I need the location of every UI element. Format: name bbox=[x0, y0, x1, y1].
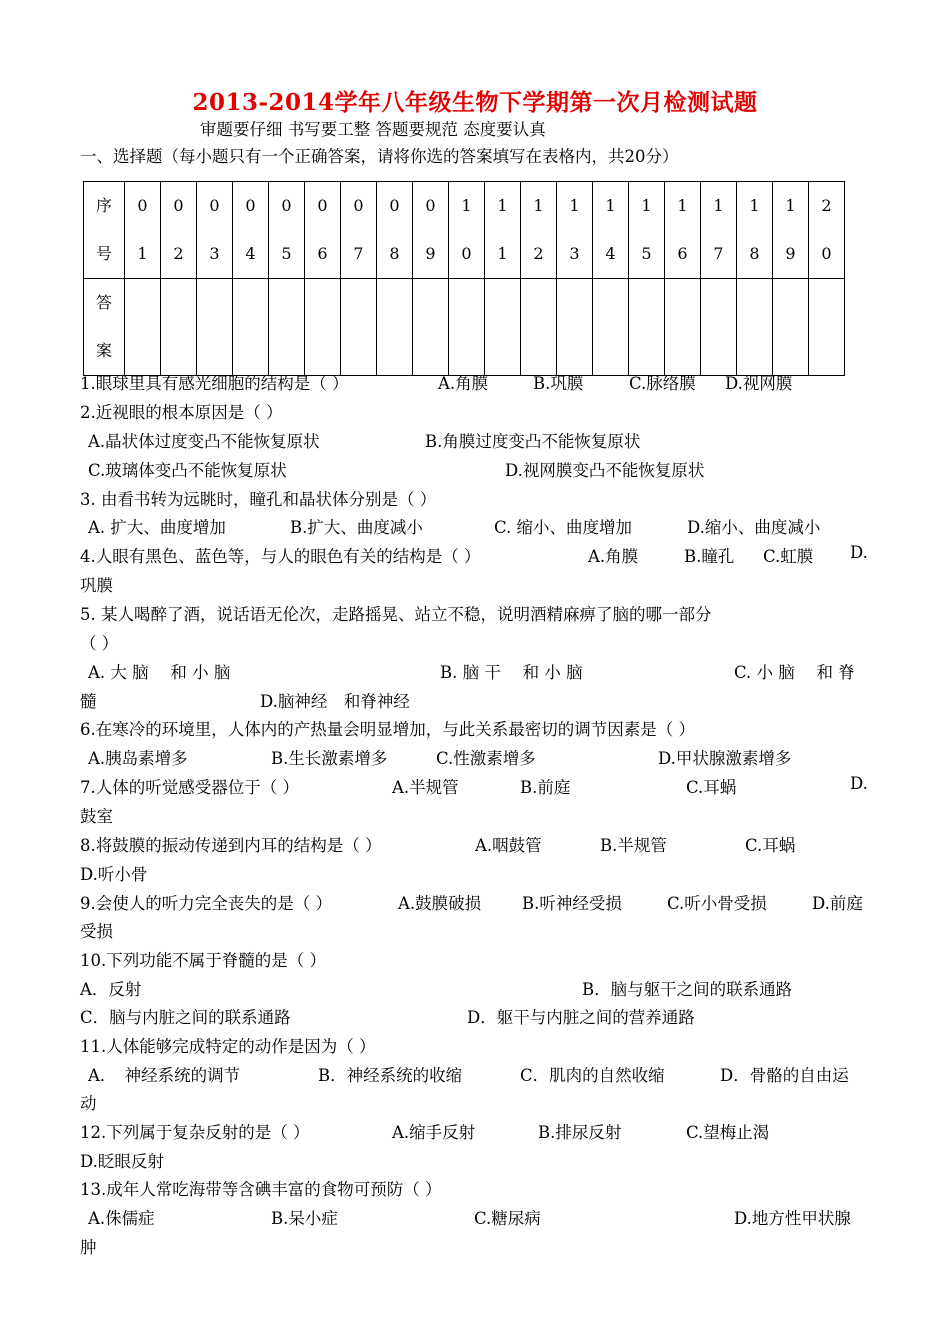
answer-cell[interactable] bbox=[125, 279, 161, 376]
question-number-cell: 0 7 bbox=[341, 182, 377, 279]
question-number-cell: 0 3 bbox=[197, 182, 233, 279]
answer-cell[interactable] bbox=[557, 279, 593, 376]
q9-option-b: B.听神经受损 bbox=[522, 894, 622, 913]
q9-option-a: A.鼓膜破损 bbox=[398, 894, 482, 913]
question-7: 7.人体的听觉感受器位于（ ） bbox=[80, 778, 299, 797]
answer-table bbox=[83, 181, 845, 376]
q11-option-d-cont: 动 bbox=[80, 1094, 97, 1113]
q7-option-c: C.耳蜗 bbox=[686, 778, 737, 797]
section-heading: 一、选择题（每小题只有一个正确答案，请将你选的答案填写在表格内，共20分） bbox=[80, 147, 679, 166]
q10-option-b: B．脑与躯干之间的联系通路 bbox=[582, 980, 793, 999]
answer-cell[interactable] bbox=[305, 279, 341, 376]
q8-option-c: C.耳蜗 bbox=[745, 836, 796, 855]
q10-option-a: A．反射 bbox=[80, 980, 142, 999]
answer-cell[interactable] bbox=[197, 279, 233, 376]
question-number-cell: 0 6 bbox=[305, 182, 341, 279]
answer-cell[interactable] bbox=[521, 279, 557, 376]
question-number-cell: 0 2 bbox=[161, 182, 197, 279]
q8-option-d: D.听小骨 bbox=[80, 865, 148, 884]
q3-option-d: D.缩小、曲度减小 bbox=[687, 518, 821, 537]
q10-option-d: D．躯干与内脏之间的营养通路 bbox=[467, 1008, 695, 1027]
question-number-cell: 0 4 bbox=[233, 182, 269, 279]
question-stem: 1.眼球里具有感光细胞的结构是（ ） bbox=[80, 374, 349, 393]
answer-cell[interactable] bbox=[413, 279, 449, 376]
question-13: 13.成年人常吃海带等含碘丰富的食物可预防（ ） bbox=[80, 1180, 442, 1199]
q13-option-c: C.糖尿病 bbox=[474, 1209, 541, 1228]
q9-option-d-cont: 受损 bbox=[80, 922, 113, 941]
q12-option-a: A.缩手反射 bbox=[392, 1123, 476, 1142]
q8-option-b: B.半规管 bbox=[600, 836, 667, 855]
q7-option-d: D. bbox=[850, 774, 868, 793]
question-number-cell: 1 1 bbox=[485, 182, 521, 279]
q6-option-d: D.甲状腺激素增多 bbox=[658, 749, 792, 768]
q8-option-a: A.咽鼓管 bbox=[475, 836, 542, 855]
question-number-cell: 2 0 bbox=[809, 182, 845, 279]
question-number-cell: 0 1 bbox=[125, 182, 161, 279]
answer-cell[interactable] bbox=[377, 279, 413, 376]
q6-option-c: C.性激素增多 bbox=[436, 749, 536, 768]
question-number-cell: 1 2 bbox=[521, 182, 557, 279]
question-12: 12.下列属于复杂反射的是（ ） bbox=[80, 1123, 310, 1142]
answer-cell[interactable] bbox=[161, 279, 197, 376]
q5-option-c: C. 小 脑 和 脊 bbox=[734, 663, 855, 682]
answer-cell[interactable] bbox=[449, 279, 485, 376]
question-3: 3. 由看书转为远眺时，瞳孔和晶状体分别是（ ） bbox=[80, 490, 437, 509]
q11-option-a: A． 神经系统的调节 bbox=[88, 1066, 241, 1085]
question-2: 2.近视眼的根本原因是（ ） bbox=[80, 403, 283, 422]
answer-cell[interactable] bbox=[593, 279, 629, 376]
question-9: 9.会使人的听力完全丧失的是（ ） bbox=[80, 894, 332, 913]
question-6: 6.在寒冷的环境里，人体内的产热量会明显增加，与此关系最密切的调节因素是（ ） bbox=[80, 720, 695, 739]
q3-option-c: C. 缩小、曲度增加 bbox=[494, 518, 633, 537]
answer-cell[interactable] bbox=[701, 279, 737, 376]
question-10: 10.下列功能不属于脊髓的是（ ） bbox=[80, 951, 326, 970]
exam-subtitle: 审题要仔细 书写要工整 答题要规范 态度要认真 bbox=[200, 120, 546, 139]
q5-option-b: B. 脑 干 和 小 脑 bbox=[440, 663, 583, 682]
q1-option-c: C.脉络膜 bbox=[629, 374, 696, 393]
q5-stem-cont: （ ） bbox=[80, 634, 119, 653]
q6-option-b: B.生长激素增多 bbox=[271, 749, 388, 768]
q11-option-b: B．神经系统的收缩 bbox=[318, 1066, 463, 1085]
question-number-cell: 1 7 bbox=[701, 182, 737, 279]
answer-cell[interactable] bbox=[665, 279, 701, 376]
question-number-cell: 1 0 bbox=[449, 182, 485, 279]
question-number-cell: 0 9 bbox=[413, 182, 449, 279]
answer-cell[interactable] bbox=[341, 279, 377, 376]
question-4: 4.人眼有黑色、蓝色等，与人的眼色有关的结构是（ ） bbox=[80, 547, 481, 566]
number-row-header: 序 号 bbox=[84, 182, 125, 279]
q4-option-a: A.角膜 bbox=[588, 547, 639, 566]
q1-option-b: B.巩膜 bbox=[533, 374, 584, 393]
q5-option-a: A. 大 脑 和 小 脑 bbox=[88, 663, 231, 682]
answer-cell[interactable] bbox=[809, 279, 845, 376]
q5-option-d: D.脑神经 和脊神经 bbox=[260, 692, 410, 711]
answer-cell[interactable] bbox=[485, 279, 521, 376]
q2-option-b: B.角膜过度变凸不能恢复原状 bbox=[425, 432, 641, 451]
q10-option-c: C．脑与内脏之间的联系通路 bbox=[80, 1008, 291, 1027]
q7-option-a: A.半规管 bbox=[392, 778, 459, 797]
answer-row-header: 答 案 bbox=[84, 279, 125, 376]
q4-option-c: C.虹膜 bbox=[763, 547, 814, 566]
q12-option-b: B.排尿反射 bbox=[538, 1123, 622, 1142]
q4-option-d: D. bbox=[850, 543, 868, 562]
q5-option-c-cont: 髓 bbox=[80, 692, 97, 711]
question-number-cell: 0 8 bbox=[377, 182, 413, 279]
q2-option-c: C.玻璃体变凸不能恢复原状 bbox=[88, 461, 287, 480]
number-row bbox=[84, 182, 845, 279]
q13-option-d-cont: 肿 bbox=[80, 1238, 97, 1257]
q11-option-d: D．骨骼的自由运 bbox=[720, 1066, 849, 1085]
q6-option-a: A.胰岛素增多 bbox=[88, 749, 188, 768]
q2-option-d: D.视网膜变凸不能恢复原状 bbox=[505, 461, 705, 480]
q7-option-b: B.前庭 bbox=[520, 778, 571, 797]
question-1 bbox=[80, 370, 349, 394]
answer-cell[interactable] bbox=[269, 279, 305, 376]
q1-option-d: D.视网膜 bbox=[725, 374, 793, 393]
q12-option-c: C.望梅止渴 bbox=[686, 1123, 770, 1142]
question-number-cell: 1 5 bbox=[629, 182, 665, 279]
q3-option-a: A. 扩大、曲度增加 bbox=[88, 518, 226, 537]
answer-row bbox=[84, 279, 845, 376]
answer-cell[interactable] bbox=[737, 279, 773, 376]
question-8: 8.将鼓膜的振动传递到内耳的结构是（ ） bbox=[80, 836, 382, 855]
answer-cell[interactable] bbox=[629, 279, 665, 376]
question-number-cell: 1 8 bbox=[737, 182, 773, 279]
question-5: 5. 某人喝醉了酒，说话语无伦次，走路摇晃、站立不稳，说明酒精麻痹了脑的哪一部分 bbox=[80, 605, 712, 624]
question-number-cell: 1 4 bbox=[593, 182, 629, 279]
q4-option-b: B.瞳孔 bbox=[684, 547, 735, 566]
question-number-cell: 1 9 bbox=[773, 182, 809, 279]
q12-option-d: D.眨眼反射 bbox=[80, 1152, 164, 1171]
answer-cell[interactable] bbox=[773, 279, 809, 376]
exam-title: 2013-2014学年八年级生物下学期第一次月检测试题 bbox=[192, 89, 758, 116]
question-11: 11.人体能够完成特定的动作是因为（ ） bbox=[80, 1037, 376, 1056]
q13-option-b: B.呆小症 bbox=[271, 1209, 338, 1228]
answer-cell[interactable] bbox=[233, 279, 269, 376]
q2-option-a: A.晶状体过度变凸不能恢复原状 bbox=[88, 432, 320, 451]
q1-option-a: A.角膜 bbox=[438, 374, 489, 393]
q7-option-d-cont: 鼓室 bbox=[80, 807, 113, 826]
q13-option-a: A.侏儒症 bbox=[88, 1209, 155, 1228]
q9-option-d: D.前庭 bbox=[812, 894, 863, 913]
q11-option-c: C．肌肉的自然收缩 bbox=[520, 1066, 665, 1085]
question-number-cell: 1 6 bbox=[665, 182, 701, 279]
q3-option-b: B.扩大、曲度减小 bbox=[290, 518, 423, 537]
question-number-cell: 1 3 bbox=[557, 182, 593, 279]
q4-option-d-cont: 巩膜 bbox=[80, 576, 113, 595]
q13-option-d: D.地方性甲状腺 bbox=[734, 1209, 851, 1228]
q9-option-c: C.听小骨受损 bbox=[667, 894, 767, 913]
question-number-cell: 0 5 bbox=[269, 182, 305, 279]
